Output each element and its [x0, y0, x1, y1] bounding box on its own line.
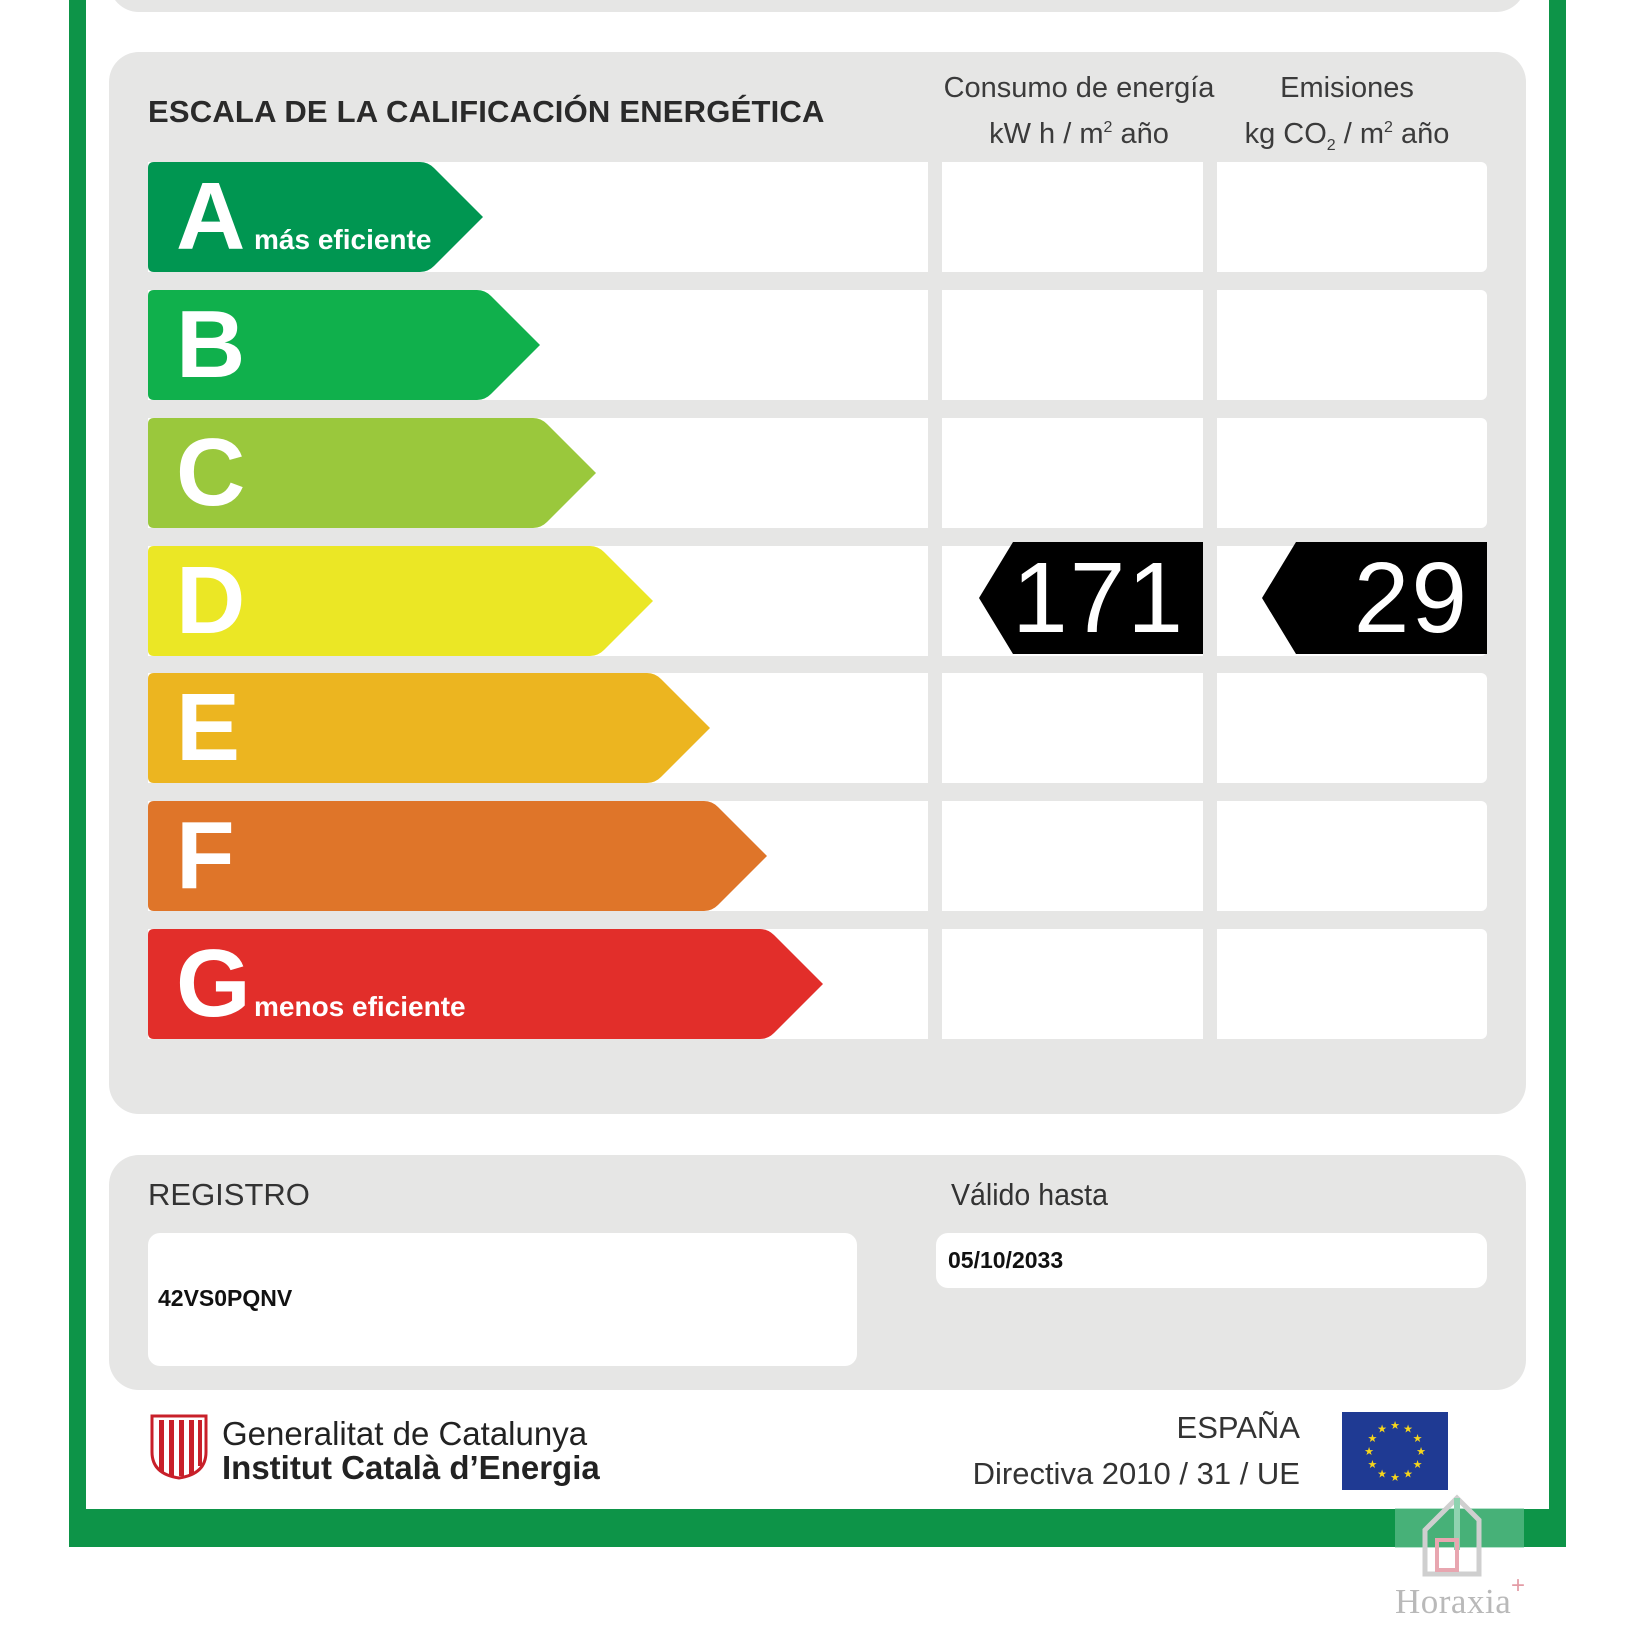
rating-row-c [148, 418, 1487, 528]
watermark-plus: + [1511, 1572, 1526, 1599]
eu-star-icon: ★ [1364, 1446, 1374, 1458]
frame-bottom-border [69, 1509, 1566, 1547]
valid-until-field [936, 1233, 1487, 1288]
indicator-value: 171 [1012, 542, 1185, 654]
rating-letter: G [176, 930, 251, 1037]
consumo-header [929, 68, 1229, 154]
frame-right-border [1549, 0, 1566, 1547]
rating-row-g [148, 929, 1487, 1039]
eu-star-icon: ★ [1390, 1472, 1400, 1484]
emisiones-indicator [1262, 542, 1487, 654]
emisiones-cell [1217, 929, 1487, 1039]
emisiones-cell [1217, 290, 1487, 400]
consumo-indicator [979, 542, 1203, 654]
rating-arrow-g [148, 929, 823, 1039]
consumo-cell [942, 290, 1203, 400]
generalitat-logo-icon [150, 1414, 208, 1480]
eu-star-icon: ★ [1390, 1420, 1400, 1432]
rating-row-f [148, 801, 1487, 911]
registro-field [148, 1233, 857, 1366]
eu-star-icon: ★ [1367, 1459, 1378, 1471]
horaxia-watermark [1395, 1490, 1525, 1625]
rating-arrow-f [148, 801, 767, 911]
rating-arrow-e [148, 673, 710, 783]
watermark-text: Horaxia [1395, 1582, 1512, 1621]
consumo-cell [942, 162, 1203, 272]
eu-star-icon: ★ [1367, 1433, 1378, 1445]
rating-row-b [148, 290, 1487, 400]
rating-row-a [148, 162, 1487, 272]
rating-arrow-shape [148, 801, 767, 911]
registro-panel [109, 1155, 1526, 1390]
scale-title: ESCALA DE LA CALIFICACIÓN ENERGÉTICA [148, 94, 825, 129]
consumo-cell [942, 801, 1203, 911]
rating-letter: B [176, 291, 246, 398]
country-label: ESPAÑA [1176, 1410, 1300, 1445]
emisiones-cell [1217, 673, 1487, 783]
eu-star-icon: ★ [1412, 1433, 1423, 1445]
energy-scale-panel [109, 52, 1526, 1114]
rating-letter: A [176, 163, 246, 270]
rating-letter: E [176, 674, 241, 781]
emisiones-header [1197, 68, 1497, 166]
consumo-cell [942, 929, 1203, 1039]
emisiones-cell [1217, 418, 1487, 528]
rating-caption: menos eficiente [254, 991, 466, 1022]
rating-arrow-d [148, 546, 653, 656]
registro-label: REGISTRO [148, 1177, 310, 1212]
indicator-value: 29 [1353, 542, 1469, 654]
eu-star-icon: ★ [1377, 1468, 1387, 1481]
valid-until-label: Válido hasta [951, 1177, 1108, 1212]
directive-label: Directiva 2010 / 31 / UE [972, 1456, 1300, 1491]
consumo-header-unit: kW h / $m^2$ año [989, 118, 1169, 150]
emisiones-cell [1217, 162, 1487, 272]
eu-star-icon: ★ [1377, 1423, 1387, 1436]
frame-left-border [69, 0, 86, 1547]
consumo-cell [942, 673, 1203, 783]
rating-arrow-b [148, 290, 540, 400]
rating-letter: F [176, 802, 235, 909]
rating-arrow-a [148, 162, 483, 272]
house-logo-icon [1417, 1490, 1487, 1582]
eu-star-icon: ★ [1416, 1446, 1426, 1458]
eu-star-icon: ★ [1412, 1459, 1423, 1471]
emisiones-header-unit: kg $CO_2 / m^2$ año [1244, 118, 1450, 154]
emisiones-cell [1217, 801, 1487, 911]
rating-arrow-c [148, 418, 596, 528]
eu-star-icon: ★ [1403, 1468, 1413, 1481]
rating-letter: D [176, 547, 246, 654]
registro-value: 42VS0PQNV [158, 1285, 293, 1311]
eu-star-icon: ★ [1403, 1423, 1413, 1436]
consumo-header-title: Consumo de energía [943, 72, 1215, 104]
consumo-cell [942, 418, 1203, 528]
generalitat-name: Generalitat de Catalunya [222, 1415, 588, 1452]
upper-panel-edge [109, 0, 1526, 12]
rating-letter: C [176, 419, 246, 526]
emisiones-header-title: Emisiones [1280, 72, 1414, 104]
rating-caption: más eficiente [254, 224, 432, 255]
valid-until-value: 05/10/2033 [948, 1247, 1064, 1273]
institut-name: Institut Català d’Energia [222, 1449, 600, 1486]
rating-row-e [148, 673, 1487, 783]
rating-row-d [148, 542, 1487, 656]
eu-flag-icon [1342, 1412, 1448, 1490]
